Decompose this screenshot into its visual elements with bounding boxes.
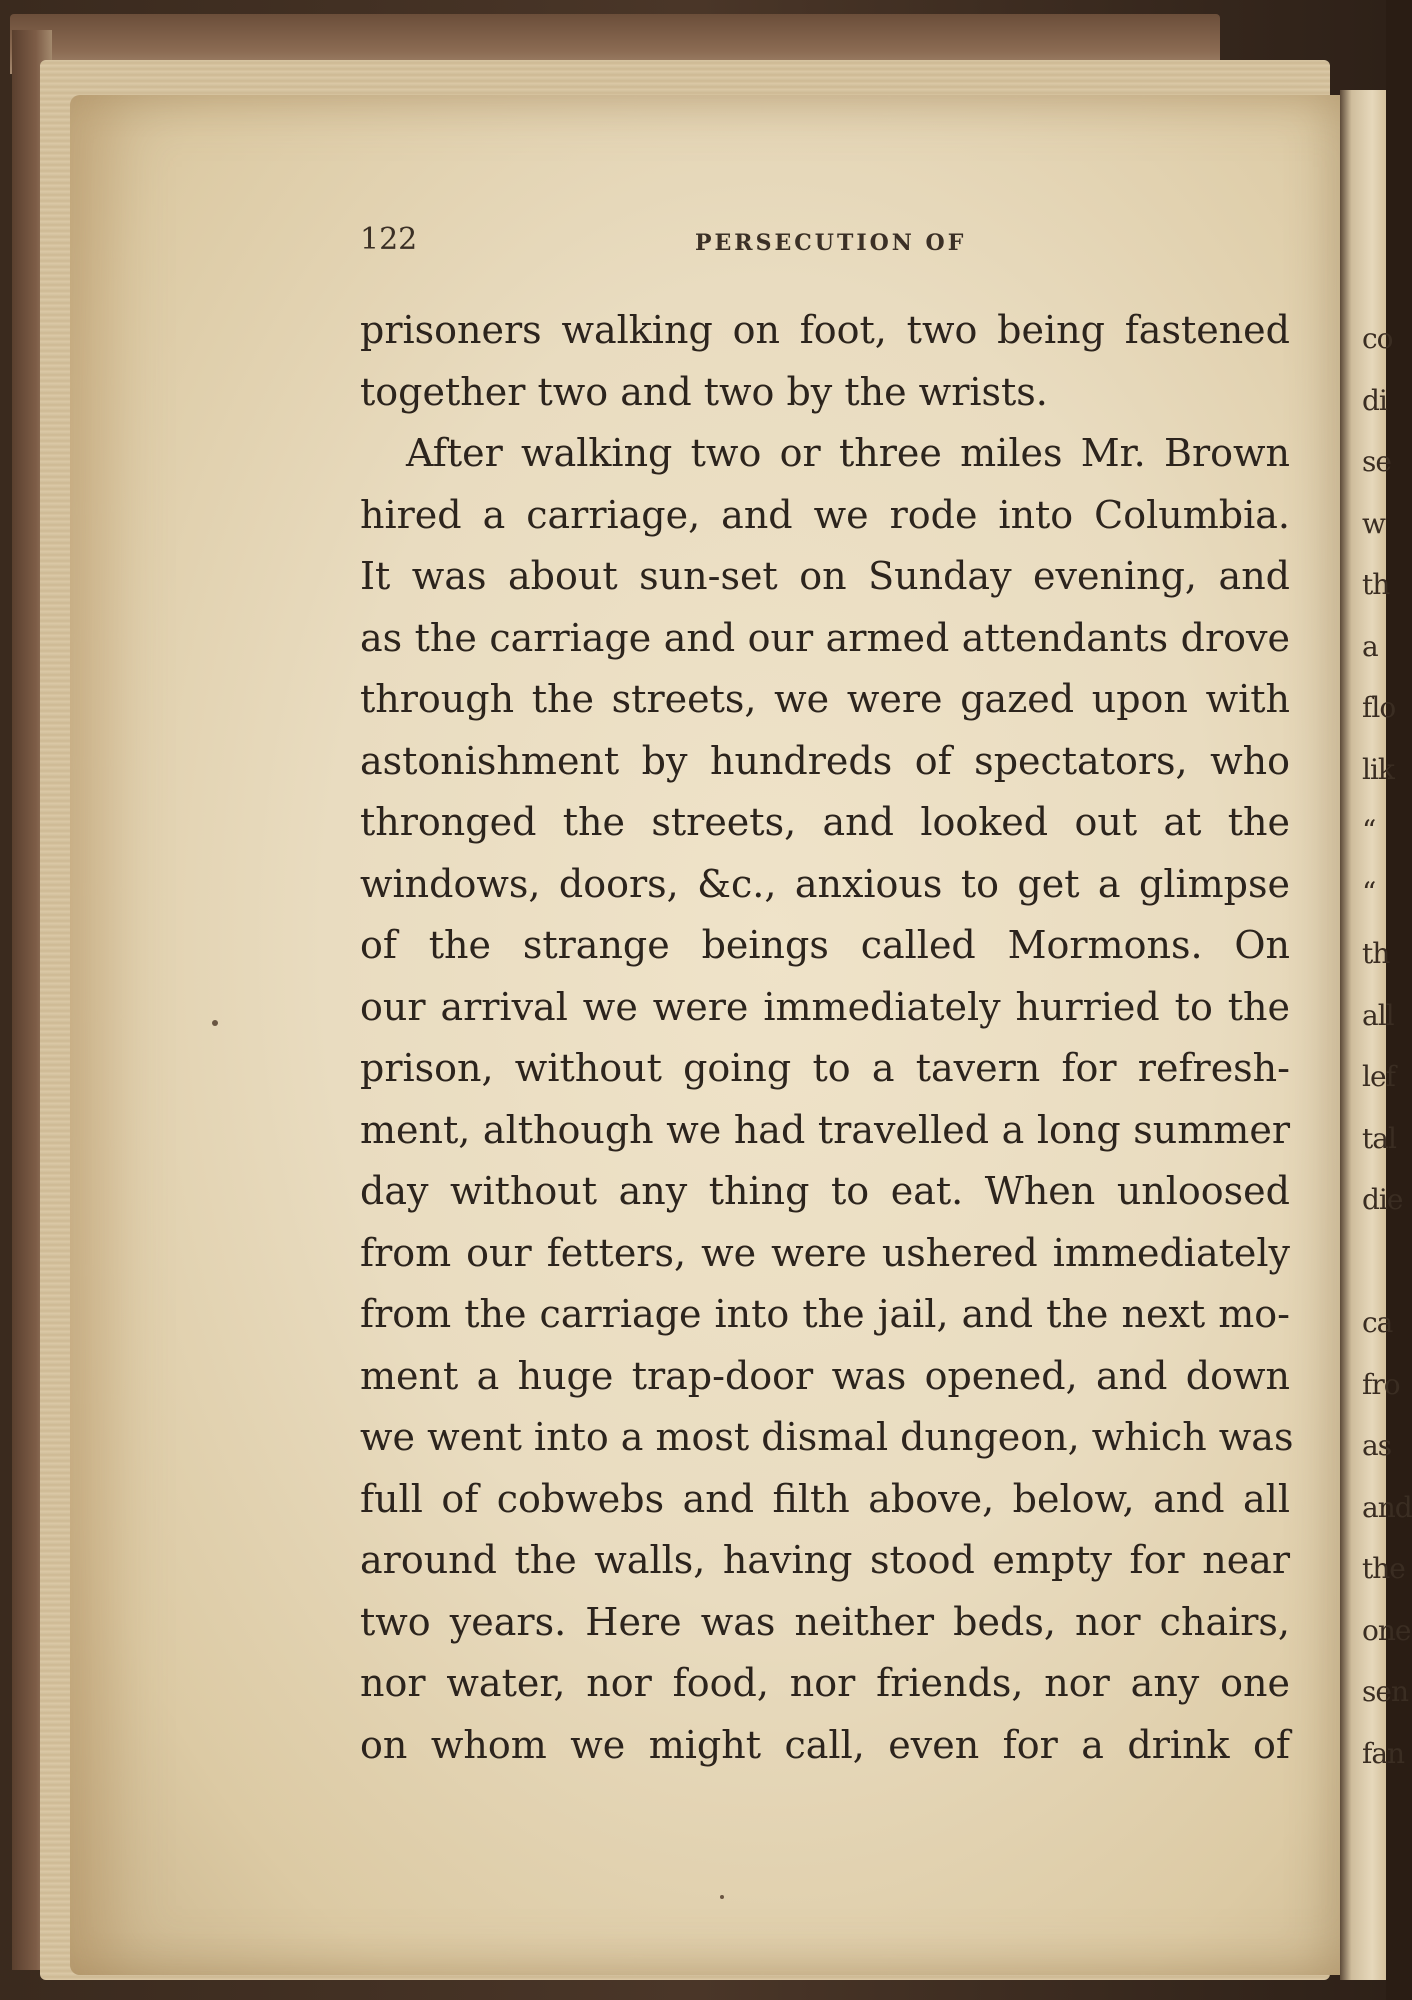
adjacent-page-fragment: ca <box>1362 1306 1393 1339</box>
adjacent-page-fragment: lik <box>1362 752 1394 786</box>
adjacent-page-fragment: the <box>1362 1552 1405 1585</box>
running-head <box>360 222 1280 272</box>
adjacent-page-fragment: fan <box>1362 1736 1405 1770</box>
adjacent-page-fragment: a <box>1362 629 1378 663</box>
adjacent-page-edge <box>1340 90 1412 1980</box>
adjacent-page-fragment: “ <box>1362 875 1376 909</box>
adjacent-page-fragment: th <box>1362 937 1390 970</box>
text-line: It was about sun-set on Sunday evening, and <box>360 554 1290 598</box>
text-line: around the walls, having stood empty for near <box>360 1538 1290 1582</box>
text-line: full of cobwebs and filth above, below, and all <box>360 1476 1290 1521</box>
paper-speck <box>212 1020 218 1026</box>
text-line: prison, without going to a tavern for refresh- <box>360 1046 1290 1090</box>
page-number: 122 <box>360 222 418 257</box>
adjacent-page-fragment: sen <box>1362 1675 1408 1708</box>
adjacent-page-fragment: die <box>1362 1183 1403 1216</box>
adjacent-page-fragment: tal <box>1362 1121 1396 1155</box>
adjacent-page-fragment: co <box>1362 322 1393 355</box>
text-line: ment a huge trap-door was opened, and down <box>360 1353 1290 1398</box>
text-line: on whom we might call, even for a drink of <box>360 1722 1290 1767</box>
adjacent-page-fragment: di <box>1362 383 1387 417</box>
text-line: After walking two or three miles Mr. Brown <box>406 431 1290 475</box>
text-line: day without any thing to eat. When unloosed <box>360 1169 1290 1213</box>
text-line: from the carriage into the jail, and the next mo- <box>360 1292 1290 1336</box>
text-line: nor water, nor food, nor friends, nor any one <box>360 1661 1290 1705</box>
adjacent-page-fragment: “ <box>1362 814 1376 847</box>
adjacent-page-fragment: se <box>1362 445 1391 478</box>
adjacent-page-fragment: and <box>1362 1490 1412 1524</box>
text-line: our arrival we were immediately hurried to the <box>360 984 1290 1029</box>
text-line: thronged the streets, and looked out at the <box>360 800 1290 844</box>
text-line: astonishment by hundreds of spectators, who <box>360 738 1290 783</box>
text-line: hired a carriage, and we rode into Columbia. <box>360 492 1290 537</box>
running-head-title: PERSECUTION OF <box>695 230 967 256</box>
adjacent-page-fragment: flo <box>1362 691 1396 724</box>
text-line: windows, doors, &c., anxious to get a glimpse <box>360 861 1290 906</box>
text-line: prisoners walking on foot, two being fastened <box>360 308 1290 352</box>
adjacent-page-fragment: th <box>1362 568 1390 601</box>
adjacent-page-fragment: one <box>1362 1613 1411 1647</box>
text-line: together two and two by the wrists. <box>360 369 1048 414</box>
text-line: through the streets, we were gazed upon with <box>360 677 1290 721</box>
text-line: we went into a most dismal dungeon, which was <box>360 1415 1294 1459</box>
text-line: from our fetters, we were ushered immediately <box>360 1230 1290 1275</box>
body-text <box>360 300 1294 1776</box>
adjacent-page-fragment: all <box>1362 998 1394 1032</box>
text-line: as the carriage and our armed attendants drove <box>360 615 1290 660</box>
text-line: of the strange beings called Mormons. On <box>360 923 1290 967</box>
adjacent-page-fragment: fro <box>1362 1367 1400 1401</box>
adjacent-page-fragment: w <box>1362 506 1385 540</box>
paper-speck <box>720 1895 724 1899</box>
adjacent-page-fragment: lef <box>1362 1060 1395 1093</box>
text-line: ment, although we had travelled a long summer <box>360 1107 1290 1152</box>
text-line: two years. Here was neither beds, nor chairs, <box>360 1599 1290 1644</box>
adjacent-page-fragment: as <box>1362 1429 1392 1462</box>
